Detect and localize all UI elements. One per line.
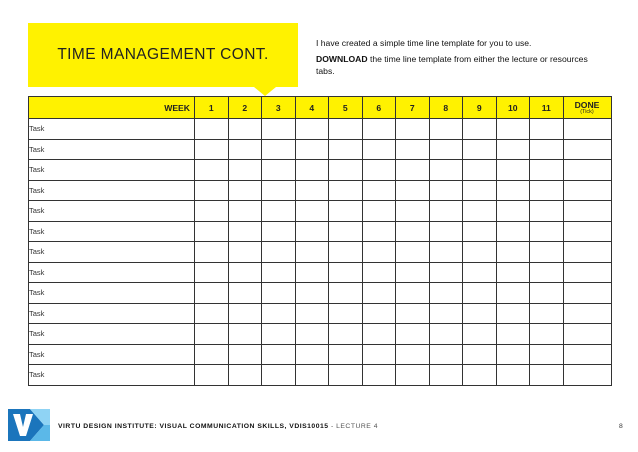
- week-cell: [295, 324, 329, 345]
- week-cell: [496, 119, 530, 140]
- week-cell: [262, 201, 296, 222]
- week-cell: [396, 283, 430, 304]
- done-cell: [563, 283, 611, 304]
- done-label: DONE: [574, 99, 600, 110]
- week-cell: [195, 365, 229, 386]
- table-row: [29, 242, 612, 263]
- week-cell: [262, 180, 296, 201]
- week-cell: [295, 119, 329, 140]
- week-cell: [329, 221, 363, 242]
- week-cell: [530, 283, 564, 304]
- week-cell: [396, 221, 430, 242]
- week-cell: [262, 119, 296, 140]
- task-label: Task: [29, 283, 195, 304]
- week-cell: [496, 344, 530, 365]
- week-cell: [295, 344, 329, 365]
- task-label: Task: [29, 262, 195, 283]
- week-cell: [362, 303, 396, 324]
- done-cell: [563, 221, 611, 242]
- week-cell: [228, 324, 262, 345]
- week-cell: [396, 303, 430, 324]
- week-cell: [429, 344, 463, 365]
- week-cell: [329, 303, 363, 324]
- week-cell: [496, 303, 530, 324]
- week-cell: [262, 139, 296, 160]
- week-cell: [530, 365, 564, 386]
- week-cell: [362, 242, 396, 263]
- done-cell: [563, 139, 611, 160]
- week-cell: [195, 160, 229, 181]
- table-row: [29, 262, 612, 283]
- task-label: Task: [29, 201, 195, 222]
- week-cell: [295, 283, 329, 304]
- done-cell: [563, 119, 611, 140]
- week-cell: [195, 262, 229, 283]
- table-row: [29, 160, 612, 181]
- week-cell: [496, 180, 530, 201]
- week-number-8: 8: [429, 97, 463, 119]
- done-cell: [563, 160, 611, 181]
- week-cell: [496, 365, 530, 386]
- week-cell: [530, 324, 564, 345]
- week-cell: [195, 201, 229, 222]
- week-number-5: 5: [329, 97, 363, 119]
- table-row: [29, 324, 612, 345]
- week-cell: [496, 139, 530, 160]
- week-cell: [530, 119, 564, 140]
- week-cell: [295, 242, 329, 263]
- week-cell: [530, 139, 564, 160]
- week-cell: [530, 180, 564, 201]
- week-cell: [228, 139, 262, 160]
- week-cell: [295, 221, 329, 242]
- week-number-10: 10: [496, 97, 530, 119]
- week-cell: [429, 201, 463, 222]
- title-banner-pointer: [254, 87, 276, 96]
- week-cell: [396, 139, 430, 160]
- week-cell: [295, 365, 329, 386]
- week-cell: [329, 242, 363, 263]
- done-cell: [563, 324, 611, 345]
- page-number: 8: [619, 423, 623, 430]
- table-row: [29, 365, 612, 386]
- week-cell: [463, 303, 497, 324]
- week-cell: [329, 324, 363, 345]
- week-cell: [262, 365, 296, 386]
- table-row: [29, 201, 612, 222]
- week-cell: [463, 180, 497, 201]
- week-cell: [463, 344, 497, 365]
- week-cell: [262, 242, 296, 263]
- week-number-3: 3: [262, 97, 296, 119]
- download-emphasis: DOWNLOAD: [316, 53, 368, 64]
- done-cell: [563, 365, 611, 386]
- done-cell: [563, 344, 611, 365]
- week-cell: [262, 283, 296, 304]
- task-label: Task: [29, 303, 195, 324]
- week-cell: [295, 180, 329, 201]
- week-cell: [429, 221, 463, 242]
- week-cell: [530, 160, 564, 181]
- week-cell: [329, 262, 363, 283]
- week-cell: [496, 221, 530, 242]
- intro-text: [316, 37, 596, 78]
- week-cell: [329, 160, 363, 181]
- week-cell: [329, 180, 363, 201]
- week-cell: [429, 303, 463, 324]
- week-cell: [429, 324, 463, 345]
- week-cell: [262, 303, 296, 324]
- week-cell: [496, 201, 530, 222]
- done-cell: [563, 242, 611, 263]
- table-row: [29, 221, 612, 242]
- week-cell: [362, 119, 396, 140]
- table-row: [29, 283, 612, 304]
- title-banner: [28, 23, 298, 87]
- week-cell: [329, 201, 363, 222]
- week-number-2: 2: [228, 97, 262, 119]
- week-cell: [262, 262, 296, 283]
- week-number-6: 6: [362, 97, 396, 119]
- week-cell: [496, 242, 530, 263]
- week-cell: [262, 324, 296, 345]
- week-cell: [463, 365, 497, 386]
- week-cell: [262, 221, 296, 242]
- week-cell: [362, 262, 396, 283]
- week-cell: [463, 139, 497, 160]
- week-cell: [429, 139, 463, 160]
- week-header: WEEK: [29, 97, 195, 119]
- done-header: [563, 97, 611, 119]
- week-cell: [329, 344, 363, 365]
- week-number-9: 9: [463, 97, 497, 119]
- week-cell: [530, 303, 564, 324]
- week-cell: [463, 324, 497, 345]
- week-cell: [295, 303, 329, 324]
- week-cell: [195, 139, 229, 160]
- week-cell: [429, 180, 463, 201]
- timeline-table: [28, 96, 612, 386]
- week-cell: [195, 242, 229, 263]
- week-cell: [463, 201, 497, 222]
- week-cell: [429, 262, 463, 283]
- week-cell: [362, 160, 396, 181]
- week-cell: [530, 201, 564, 222]
- task-label: Task: [29, 242, 195, 263]
- week-cell: [228, 180, 262, 201]
- week-cell: [429, 365, 463, 386]
- week-cell: [228, 160, 262, 181]
- intro-line-2-rest: the time line template from either the lecture or resources tabs.: [316, 53, 588, 76]
- week-cell: [195, 119, 229, 140]
- week-cell: [463, 283, 497, 304]
- week-cell: [496, 324, 530, 345]
- week-cell: [362, 324, 396, 345]
- week-cell: [262, 160, 296, 181]
- week-cell: [496, 262, 530, 283]
- week-cell: [195, 303, 229, 324]
- week-cell: [195, 324, 229, 345]
- week-cell: [195, 221, 229, 242]
- virtu-logo: [8, 405, 50, 445]
- week-cell: [396, 242, 430, 263]
- week-cell: [463, 242, 497, 263]
- week-cell: [496, 160, 530, 181]
- done-cell: [563, 201, 611, 222]
- week-cell: [396, 201, 430, 222]
- week-cell: [329, 119, 363, 140]
- task-label: Task: [29, 365, 195, 386]
- week-cell: [228, 201, 262, 222]
- tick-label: (Tick): [580, 108, 594, 115]
- task-label: Task: [29, 221, 195, 242]
- week-cell: [228, 242, 262, 263]
- week-cell: [362, 283, 396, 304]
- done-cell: [563, 303, 611, 324]
- week-cell: [228, 303, 262, 324]
- footer-lecture: - LECTURE 4: [328, 423, 378, 430]
- table-row: [29, 139, 612, 160]
- week-cell: [262, 344, 296, 365]
- week-cell: [329, 283, 363, 304]
- table-row: [29, 303, 612, 324]
- week-cell: [429, 242, 463, 263]
- week-cell: [396, 324, 430, 345]
- task-label: Task: [29, 119, 195, 140]
- week-cell: [228, 344, 262, 365]
- week-cell: [396, 365, 430, 386]
- task-label: Task: [29, 180, 195, 201]
- week-number-11: 11: [530, 97, 564, 119]
- table-row: [29, 180, 612, 201]
- week-cell: [396, 262, 430, 283]
- header-row: [29, 97, 612, 119]
- week-cell: [530, 242, 564, 263]
- intro-line-1: I have created a simple time line template for you to use.: [316, 38, 532, 48]
- week-cell: [463, 262, 497, 283]
- table-row: [29, 344, 612, 365]
- week-cell: [295, 201, 329, 222]
- week-cell: [429, 160, 463, 181]
- week-cell: [362, 180, 396, 201]
- week-cell: [195, 180, 229, 201]
- week-number-7: 7: [396, 97, 430, 119]
- footer-institute: VIRTU DESIGN INSTITUTE: VISUAL COMMUNICATION SKILLS, VDIS10015: [58, 423, 329, 430]
- week-cell: [362, 344, 396, 365]
- week-cell: [195, 344, 229, 365]
- table-row: [29, 119, 612, 140]
- week-cell: [396, 180, 430, 201]
- page-title: TIME MANAGEMENT CONT.: [57, 46, 269, 63]
- done-cell: [563, 180, 611, 201]
- week-cell: [295, 160, 329, 181]
- week-cell: [362, 201, 396, 222]
- week-cell: [362, 221, 396, 242]
- task-label: Task: [29, 139, 195, 160]
- intro-line-2: [316, 53, 596, 78]
- week-cell: [329, 139, 363, 160]
- week-cell: [228, 221, 262, 242]
- week-number-1: 1: [195, 97, 229, 119]
- task-label: Task: [29, 344, 195, 365]
- week-cell: [496, 283, 530, 304]
- week-cell: [228, 262, 262, 283]
- week-cell: [195, 283, 229, 304]
- task-rows: [29, 119, 612, 386]
- week-cell: [362, 139, 396, 160]
- week-cell: [463, 221, 497, 242]
- week-cell: [396, 119, 430, 140]
- week-cell: [362, 365, 396, 386]
- week-cell: [329, 365, 363, 386]
- week-cell: [429, 283, 463, 304]
- week-cell: [396, 344, 430, 365]
- week-number-4: 4: [295, 97, 329, 119]
- week-cell: [228, 119, 262, 140]
- week-cell: [530, 221, 564, 242]
- week-cell: [429, 119, 463, 140]
- week-cell: [228, 365, 262, 386]
- footer-text: [58, 423, 378, 430]
- week-cell: [530, 344, 564, 365]
- week-cell: [228, 283, 262, 304]
- task-label: Task: [29, 324, 195, 345]
- week-cell: [463, 160, 497, 181]
- done-cell: [563, 262, 611, 283]
- week-cell: [396, 160, 430, 181]
- week-cell: [295, 139, 329, 160]
- week-cell: [463, 119, 497, 140]
- week-cell: [295, 262, 329, 283]
- week-cell: [530, 262, 564, 283]
- task-label: Task: [29, 160, 195, 181]
